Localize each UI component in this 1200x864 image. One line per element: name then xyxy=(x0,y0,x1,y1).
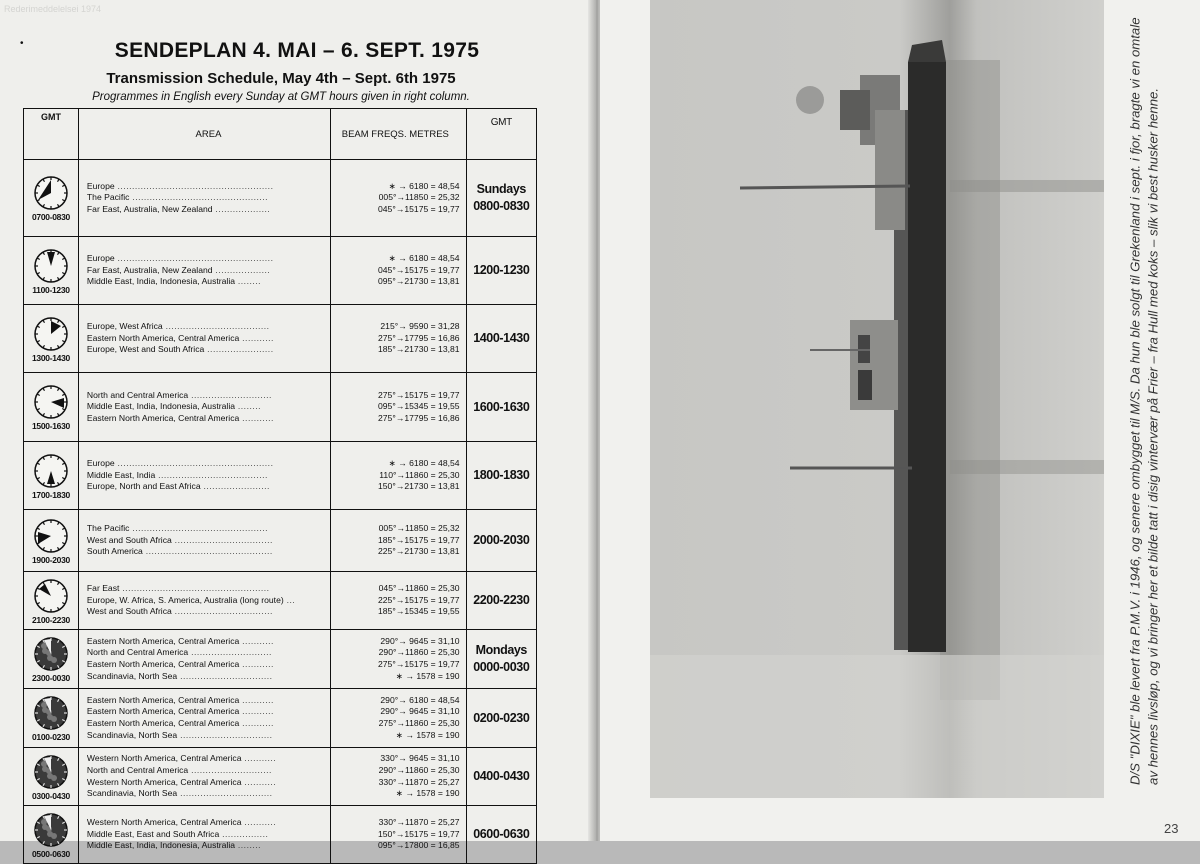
table-row xyxy=(24,160,537,237)
area-line xyxy=(87,344,330,356)
area-line xyxy=(87,321,330,333)
photo-caption xyxy=(1108,0,1180,798)
area-line xyxy=(87,595,330,607)
freq-cell xyxy=(331,806,467,864)
clock-texture xyxy=(42,707,48,713)
schedule-subtitle: Transmission Schedule, May 4th – Sept. 6th 1975 xyxy=(106,70,456,87)
area-line xyxy=(87,204,330,216)
clock-cell xyxy=(24,630,79,689)
clock-texture xyxy=(47,831,53,837)
clock-time-label: 1700-1830 xyxy=(31,489,70,500)
area-cell xyxy=(78,748,330,806)
clock-time-label: 2100-2230 xyxy=(31,614,70,625)
area-line xyxy=(87,535,330,547)
area-line xyxy=(87,671,330,683)
clock-texture xyxy=(47,773,53,779)
area-name: South America xyxy=(86,546,143,557)
area-name: Far East, Australia, New Zealand xyxy=(86,264,213,275)
dot-leader: ................................ xyxy=(177,788,273,799)
freq-value: ∗ → 1578 = 190 xyxy=(395,670,460,681)
gmt-cell xyxy=(466,689,536,748)
clock-icon xyxy=(32,577,70,615)
table-row xyxy=(24,237,537,305)
header-area xyxy=(78,109,330,160)
area-name: Far East, Australia, New Zealand xyxy=(86,203,213,214)
freq-cell xyxy=(331,510,467,572)
dot-leader: ........... xyxy=(239,332,274,343)
dot-leader: ...................................................... xyxy=(114,180,274,191)
clock-time-label: 0300-0430 xyxy=(31,790,70,801)
dot-leader: .................................. xyxy=(171,534,273,545)
gmt-cell xyxy=(466,510,536,572)
dot-leader: ........... xyxy=(241,817,277,828)
header-clock-label: GMT xyxy=(40,112,61,122)
gmt-time: 1800-1830 xyxy=(473,468,530,482)
freq-value: ∗ → 1578 = 190 xyxy=(395,788,460,799)
clock-time-label: 1300-1430 xyxy=(31,352,70,363)
area-line xyxy=(87,265,330,277)
dot-leader: ........ xyxy=(235,401,262,412)
freq-value: 275°→15175 = 19,77 xyxy=(378,389,460,400)
clock-time-label: 1500-1630 xyxy=(31,421,70,431)
dot-leader: .................................. xyxy=(171,606,273,617)
area-line xyxy=(87,458,330,470)
header-freq-label: BEAM FREQS. METRES xyxy=(341,128,449,140)
clock-icon xyxy=(32,315,70,353)
dot-leader: ...................................................... xyxy=(114,458,274,469)
area-cell xyxy=(78,689,330,748)
gmt-cell xyxy=(466,630,536,689)
area-cell xyxy=(78,806,330,864)
clock-time-label: 1100-1230 xyxy=(32,284,70,295)
clock-cell xyxy=(24,572,79,630)
freq-value: 330°→11870 = 25,27 xyxy=(378,776,460,787)
dot-leader: ................... xyxy=(212,203,271,214)
area-cell xyxy=(78,305,330,373)
freq-value: 330°→11870 = 25,27 xyxy=(378,817,460,828)
header-freq xyxy=(331,109,467,160)
clock-icon xyxy=(32,694,70,732)
area-line xyxy=(87,829,330,841)
area-name: Europe xyxy=(86,253,115,264)
area-name: Scandinavia, North Sea xyxy=(86,670,178,681)
clock-cell xyxy=(24,160,79,237)
header-gmt-label: GMT xyxy=(490,117,512,128)
freq-cell xyxy=(331,373,467,442)
clock-texture xyxy=(42,648,48,654)
clock-icon xyxy=(32,811,70,849)
freq-cell xyxy=(331,160,467,237)
area-line xyxy=(87,181,330,193)
area-name: Europe, West Africa xyxy=(86,321,163,332)
ship-photo xyxy=(650,0,1104,798)
clock-texture xyxy=(47,714,53,720)
freq-value: 330°→ 9645 = 31,10 xyxy=(380,753,460,764)
clock-icon xyxy=(32,174,70,212)
freq-value: 275°→17795 = 16,86 xyxy=(378,332,460,343)
freq-value: 290°→ 6180 = 48,54 xyxy=(380,694,460,705)
area-name: Europe, West and South Africa xyxy=(86,344,205,355)
freq-cell xyxy=(331,689,467,748)
area-name: West and South Africa xyxy=(86,606,172,617)
clock-icon xyxy=(32,247,70,285)
clock-cell xyxy=(24,442,79,510)
dot-leader: ............................................... xyxy=(129,192,269,203)
area-line xyxy=(87,583,330,595)
gmt-cell xyxy=(466,237,536,305)
area-name: Western North America, Central America xyxy=(86,817,242,828)
freq-cell xyxy=(331,305,467,373)
ship-illustration xyxy=(650,0,1104,798)
freq-value: 225°→21730 = 13,81 xyxy=(378,546,460,557)
gmt-cell xyxy=(466,442,536,510)
freq-value: 045°→11860 = 25,30 xyxy=(378,583,460,594)
gmt-time: 1200-1230 xyxy=(473,263,530,277)
area-cell xyxy=(78,160,330,237)
table-header-row xyxy=(24,109,537,160)
area-name: Eastern North America, Central America xyxy=(86,694,240,705)
dot-leader: ................................ xyxy=(177,670,273,681)
header-clock xyxy=(24,109,79,160)
area-cell xyxy=(78,630,330,689)
show-through-text xyxy=(4,4,598,14)
clock-icon xyxy=(32,383,70,421)
area-cell xyxy=(78,373,330,442)
clock-texture xyxy=(42,824,48,830)
area-line xyxy=(87,523,330,535)
gmt-cell xyxy=(466,748,536,806)
freq-cell xyxy=(331,237,467,305)
dot-leader: ........... xyxy=(239,659,274,669)
area-name: Middle East, India xyxy=(86,469,156,480)
freq-value: 225°→15175 = 19,77 xyxy=(378,594,460,605)
area-line xyxy=(87,695,330,707)
clock-cell xyxy=(24,237,79,305)
dot-leader: ............................ xyxy=(188,389,272,400)
table-row xyxy=(24,806,537,864)
table-row xyxy=(24,572,537,630)
gmt-time: Mondays xyxy=(475,643,527,657)
freq-value: 005°→11850 = 25,32 xyxy=(378,192,460,203)
clock-icon xyxy=(32,452,70,490)
page-number: 23 xyxy=(1164,821,1179,836)
area-name: Europe xyxy=(86,180,115,191)
freq-value: 045°→15175 = 19,77 xyxy=(378,203,460,214)
freq-value: 110°→11860 = 25,30 xyxy=(379,469,460,480)
freq-cell xyxy=(331,748,467,806)
table-row xyxy=(24,689,537,748)
header-gmt xyxy=(466,109,536,160)
area-name: Eastern North America, Central America xyxy=(86,718,240,728)
clock-time-label: 0700-0830 xyxy=(31,212,70,222)
area-name: Middle East, India, Indonesia, Australia xyxy=(86,401,236,412)
schedule-table xyxy=(23,108,537,864)
dot-leader: ........... xyxy=(239,706,274,717)
freq-value: ∗ → 1578 = 190 xyxy=(395,729,460,740)
freq-cell xyxy=(331,442,467,510)
clock-cell xyxy=(24,689,79,748)
dot-leader: ........ xyxy=(235,840,262,851)
freq-value: 185°→15345 = 19,55 xyxy=(378,606,460,617)
freq-value: 275°→15175 = 19,77 xyxy=(378,659,460,669)
gmt-time: 0200-0230 xyxy=(473,710,530,725)
dot-leader: ............................................ xyxy=(142,546,273,557)
gmt-cell xyxy=(466,806,536,864)
freq-value: 290°→ 9645 = 31,10 xyxy=(380,635,460,646)
area-line xyxy=(87,753,330,765)
bullet-mark: • xyxy=(20,38,24,49)
clock-icon xyxy=(32,635,70,673)
area-line xyxy=(87,546,330,558)
schedule-title: SENDEPLAN 4. MAI – 6. SEPT. 1975 xyxy=(114,39,480,62)
area-name: North and Central America xyxy=(86,764,189,775)
freq-cell xyxy=(331,630,467,689)
freq-value: 290°→11860 = 25,30 xyxy=(378,647,460,658)
freq-value: ∗ → 6180 = 48,54 xyxy=(388,253,460,264)
area-name: Middle East, India, Indonesia, Australia xyxy=(86,840,236,851)
dot-leader: ................................ xyxy=(177,729,273,740)
area-name: West and South Africa xyxy=(86,534,172,545)
dot-leader: ........... xyxy=(239,718,274,728)
area-line xyxy=(87,706,330,718)
freq-value: 290°→ 9645 = 31,10 xyxy=(380,706,460,717)
caption-text: D/S "DIXIE" ble levert fra P.M.V. i 1946, og senere ombygget til M/S. Da hun ble solgt til Grekenland i sept. i fjor, bragte vi en omtale av hennes livsløp, og vi bringer her et bilde tatt i disig vintervær på Frier – fra Hull med koks – slik vi best husker henne. xyxy=(1127,17,1160,785)
clock-time-label: 0500-0630 xyxy=(31,848,70,859)
area-line xyxy=(87,481,330,493)
area-name: Middle East, India, Indonesia, Australia xyxy=(86,276,236,287)
dot-leader: ...................................................... xyxy=(114,253,274,264)
freq-value: 095°→21730 = 13,81 xyxy=(378,276,460,287)
area-line xyxy=(87,401,330,413)
area-name: Western North America, Central America xyxy=(86,753,242,764)
freq-value: 150°→21730 = 13,81 xyxy=(378,481,460,492)
area-line xyxy=(87,470,330,482)
clock-time-label: 1900-2030 xyxy=(31,554,70,565)
gmt-cell xyxy=(466,373,536,442)
dot-leader: .................................... xyxy=(162,321,270,332)
header-area-label: AREA xyxy=(195,128,222,140)
gmt-cell xyxy=(466,305,536,373)
dot-leader: ................................................... xyxy=(119,583,270,594)
area-line xyxy=(87,777,330,789)
table-row xyxy=(24,305,537,373)
area-line xyxy=(87,192,330,204)
table-row xyxy=(24,748,537,806)
dot-leader: ........ xyxy=(235,276,262,287)
area-name: The Pacific xyxy=(86,192,130,203)
dot-leader: ....................... xyxy=(200,481,270,492)
area-name: Europe, North and East Africa xyxy=(86,481,201,492)
freq-value: ∗ → 6180 = 48,54 xyxy=(388,180,460,191)
clock-cell xyxy=(24,806,79,864)
dot-leader: ........... xyxy=(239,635,274,646)
dot-leader: ........... xyxy=(239,694,274,705)
area-name: Eastern North America, Central America xyxy=(86,635,240,646)
freq-value: 185°→15175 = 19,77 xyxy=(378,534,460,545)
freq-value: 215°→ 9590 = 31,28 xyxy=(380,321,460,332)
area-line xyxy=(87,333,330,345)
gmt-cell xyxy=(466,572,536,630)
freq-value: 290°→11860 = 25,30 xyxy=(378,764,460,775)
area-line xyxy=(87,253,330,265)
gmt-time: Sundays xyxy=(476,182,526,196)
gmt-time: 1600-1630 xyxy=(473,399,530,414)
gmt-time: 2000-2030 xyxy=(473,533,530,547)
area-name: The Pacific xyxy=(86,523,130,534)
freq-value: 185°→21730 = 13,81 xyxy=(378,344,460,355)
area-line xyxy=(87,765,330,777)
clock-texture xyxy=(42,766,48,772)
schedule-note: Programmes in English every Sunday at GMT hours given in right column. xyxy=(92,91,470,103)
area-name: Scandinavia, North Sea xyxy=(86,788,178,799)
area-line xyxy=(87,413,330,425)
area-line xyxy=(87,390,330,402)
area-line xyxy=(87,730,330,742)
clock-cell xyxy=(24,305,79,373)
gmt-time: 1400-1430 xyxy=(473,331,530,345)
area-line xyxy=(87,718,330,730)
area-cell xyxy=(78,442,330,510)
dot-leader: ................... xyxy=(212,264,271,275)
clock-cell xyxy=(24,748,79,806)
area-line xyxy=(87,606,330,618)
area-name: Eastern North America, Central America xyxy=(86,332,240,343)
area-name: Europe xyxy=(86,458,115,469)
freq-value: 275°→17795 = 16,86 xyxy=(378,412,460,423)
freq-cell xyxy=(331,572,467,630)
clock-time-label: 0100-0230 xyxy=(31,732,70,742)
area-name: North and Central America xyxy=(86,389,189,400)
area-name: Europe, W. Africa, S. America, Australia (long route) xyxy=(86,594,284,605)
area-name: Eastern North America, Central America xyxy=(86,412,240,423)
dot-leader: ................ xyxy=(219,828,269,839)
gmt-time: 2200-2230 xyxy=(473,593,530,607)
dot-leader: ............................ xyxy=(188,764,272,775)
freq-value: 045°→15175 = 19,77 xyxy=(378,264,460,275)
clock-time-label: 2300-0030 xyxy=(31,673,70,683)
gmt-cell xyxy=(466,160,536,237)
area-line xyxy=(87,276,330,288)
area-name: Eastern North America, Central America xyxy=(86,706,240,717)
clock-icon xyxy=(32,517,70,555)
gmt-time: 0600-0630 xyxy=(473,827,530,841)
area-name: Middle East, East and South Africa xyxy=(86,828,220,839)
area-cell xyxy=(78,237,330,305)
table-row xyxy=(24,373,537,442)
area-name: Far East xyxy=(86,583,120,594)
area-line xyxy=(87,817,330,829)
gmt-time: 0000-0030 xyxy=(473,660,530,674)
freq-value: 095°→17800 = 16,85 xyxy=(378,840,460,851)
area-line xyxy=(87,788,330,800)
dot-leader: ............................ xyxy=(188,647,272,658)
dot-leader: ........... xyxy=(241,753,277,764)
dot-leader: ... xyxy=(283,594,296,605)
dot-leader: ............................................... xyxy=(129,523,269,534)
area-name: North and Central America xyxy=(86,647,189,658)
freq-value: 005°→11850 = 25,32 xyxy=(378,523,460,534)
dot-leader: ........... xyxy=(241,776,277,787)
area-name: Western North America, Central America xyxy=(86,776,242,787)
table-row xyxy=(24,510,537,572)
clock-icon xyxy=(32,753,70,791)
area-name: Eastern North America, Central America xyxy=(86,659,240,669)
clock-cell xyxy=(24,510,79,572)
freq-value: ∗ → 6180 = 48,54 xyxy=(388,458,460,469)
dot-leader: ...................................... xyxy=(155,469,268,480)
left-page xyxy=(0,0,594,859)
area-line xyxy=(87,647,330,659)
area-name: Scandinavia, North Sea xyxy=(86,729,178,740)
area-cell xyxy=(78,572,330,630)
clock-texture xyxy=(47,655,53,661)
gmt-time: 0400-0430 xyxy=(473,769,530,783)
clock-cell xyxy=(24,373,79,442)
table-row xyxy=(24,630,537,689)
dot-leader: ....................... xyxy=(204,344,274,355)
area-line xyxy=(87,636,330,648)
dot-leader: ........... xyxy=(239,412,274,423)
area-cell xyxy=(78,510,330,572)
ghost-heading: Rederimeddelelsei 1974 xyxy=(4,4,102,14)
freq-value: 095°→15345 = 19,55 xyxy=(378,401,460,412)
area-line xyxy=(87,659,330,671)
freq-value: 275°→11860 = 25,30 xyxy=(378,718,460,728)
gmt-time: 0800-0830 xyxy=(473,199,530,213)
table-row xyxy=(24,442,537,510)
area-line xyxy=(87,840,330,852)
freq-value: 150°→15175 = 19,77 xyxy=(378,828,460,839)
